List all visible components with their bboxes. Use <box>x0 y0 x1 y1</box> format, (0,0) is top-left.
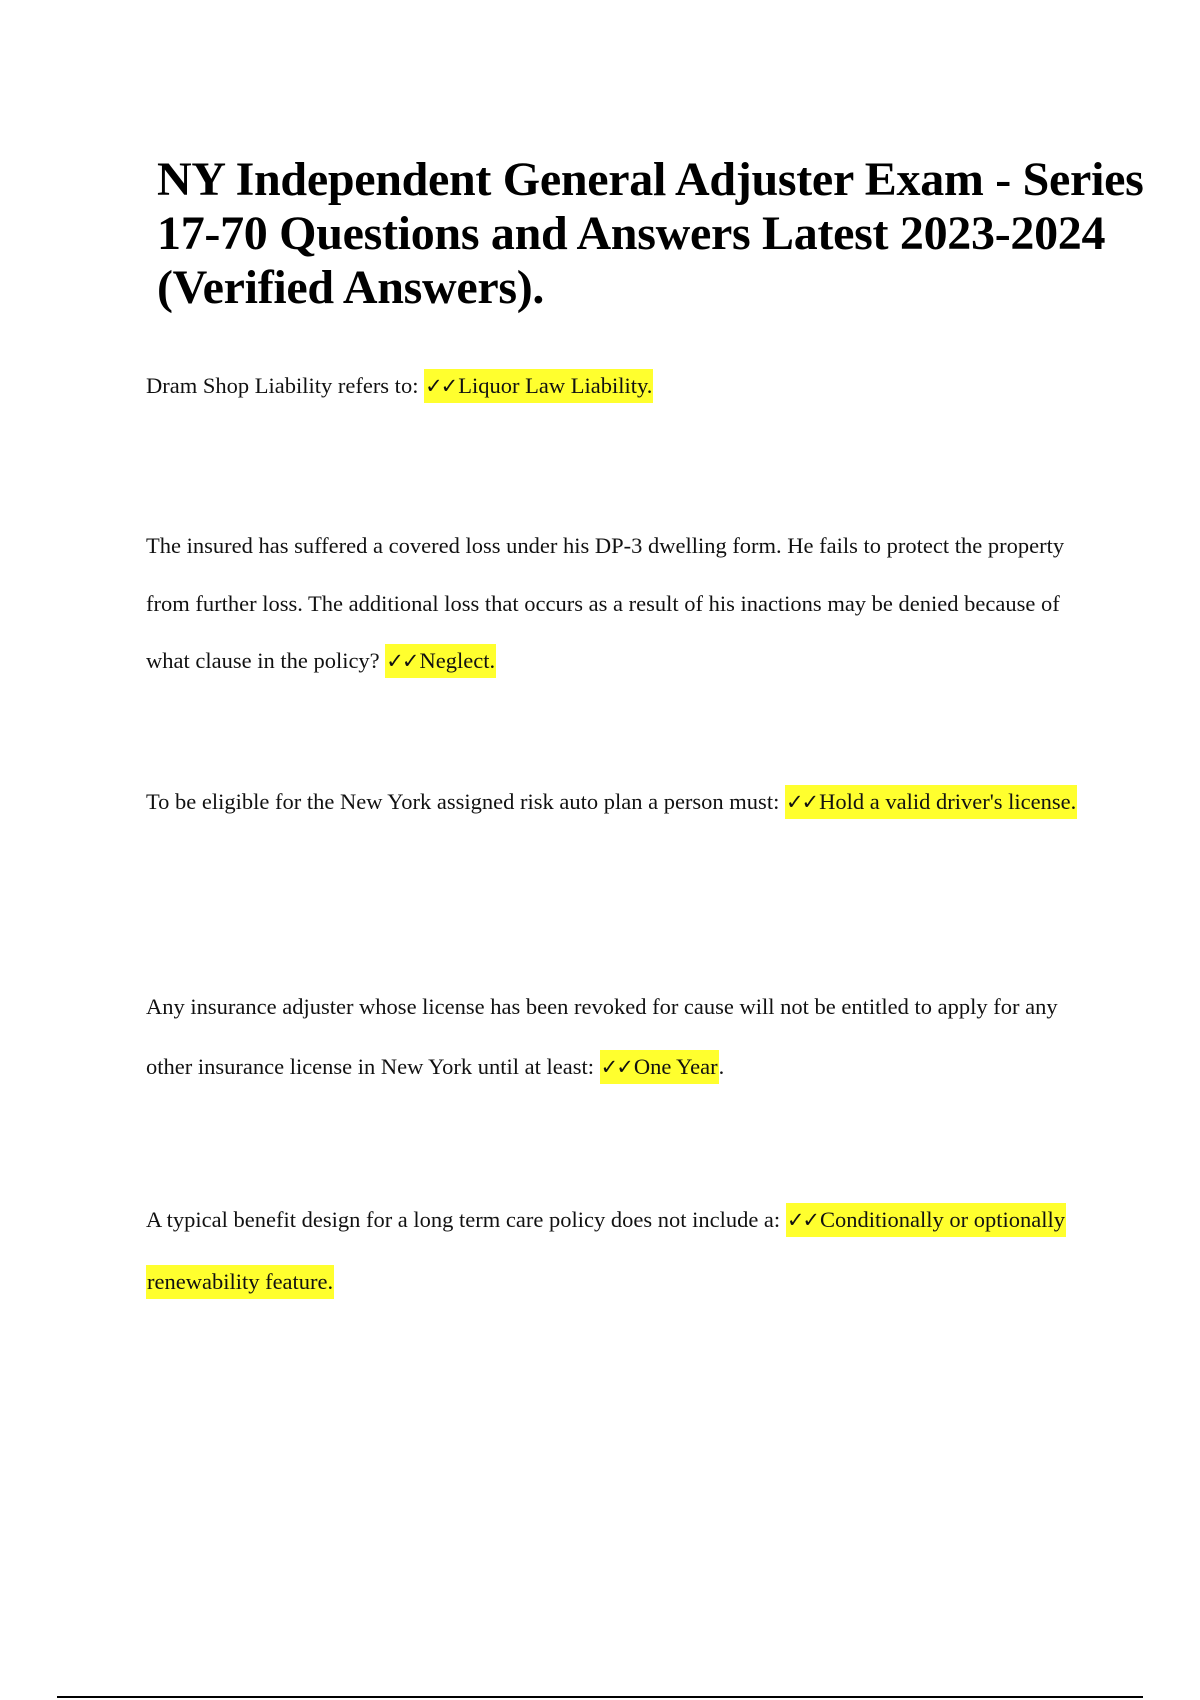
answer-highlight <box>785 785 1077 819</box>
answer-highlight <box>424 369 653 403</box>
qa-item <box>146 772 1106 832</box>
answer-highlight <box>600 1050 719 1084</box>
check-icon: ✓✓ <box>785 790 818 814</box>
document-title: NY Independent General Adjuster Exam - Series 17-70 Questions and Answers Latest 2023-2024 (Verified Answers). <box>157 153 1144 314</box>
qa-item <box>146 977 1106 1097</box>
check-icon: ✓✓ <box>786 1208 819 1232</box>
answer-text: Neglect. <box>419 648 496 673</box>
question-text: Any insurance adjuster whose license has been revoked for cause will not be entitled to apply for any other insurance license in New York until at least: <box>146 994 1058 1079</box>
answer-text: One Year <box>633 1054 718 1079</box>
answer-highlight <box>385 644 496 678</box>
check-icon: ✓✓ <box>425 374 457 398</box>
qa-item <box>146 517 1106 691</box>
check-icon: ✓✓ <box>600 1055 632 1079</box>
question-text: Dram Shop Liability refers to: <box>146 373 425 398</box>
footer-rule <box>57 1696 1143 1698</box>
check-icon: ✓✓ <box>386 649 418 673</box>
qa-item <box>146 371 1106 401</box>
question-text: To be eligible for the New York assigned risk auto plan a person must: <box>146 789 785 814</box>
question-text: The insured has suffered a covered loss under his DP-3 dwelling form. He fails to protect the property from further loss. The additional loss that occurs as a result of his inactions may be denied because of what clause in the policy? <box>146 533 1065 673</box>
answer-trailing-text: . <box>718 1054 725 1079</box>
answer-text: Hold a valid driver's license. <box>819 789 1077 814</box>
qa-item <box>146 1189 1106 1312</box>
question-text: A typical benefit design for a long term care policy does not include a: <box>146 1207 786 1232</box>
answer-text: Conditionally or optionally renewability feature. <box>147 1207 1065 1294</box>
answer-text: Liquor Law Liability. <box>458 373 653 398</box>
